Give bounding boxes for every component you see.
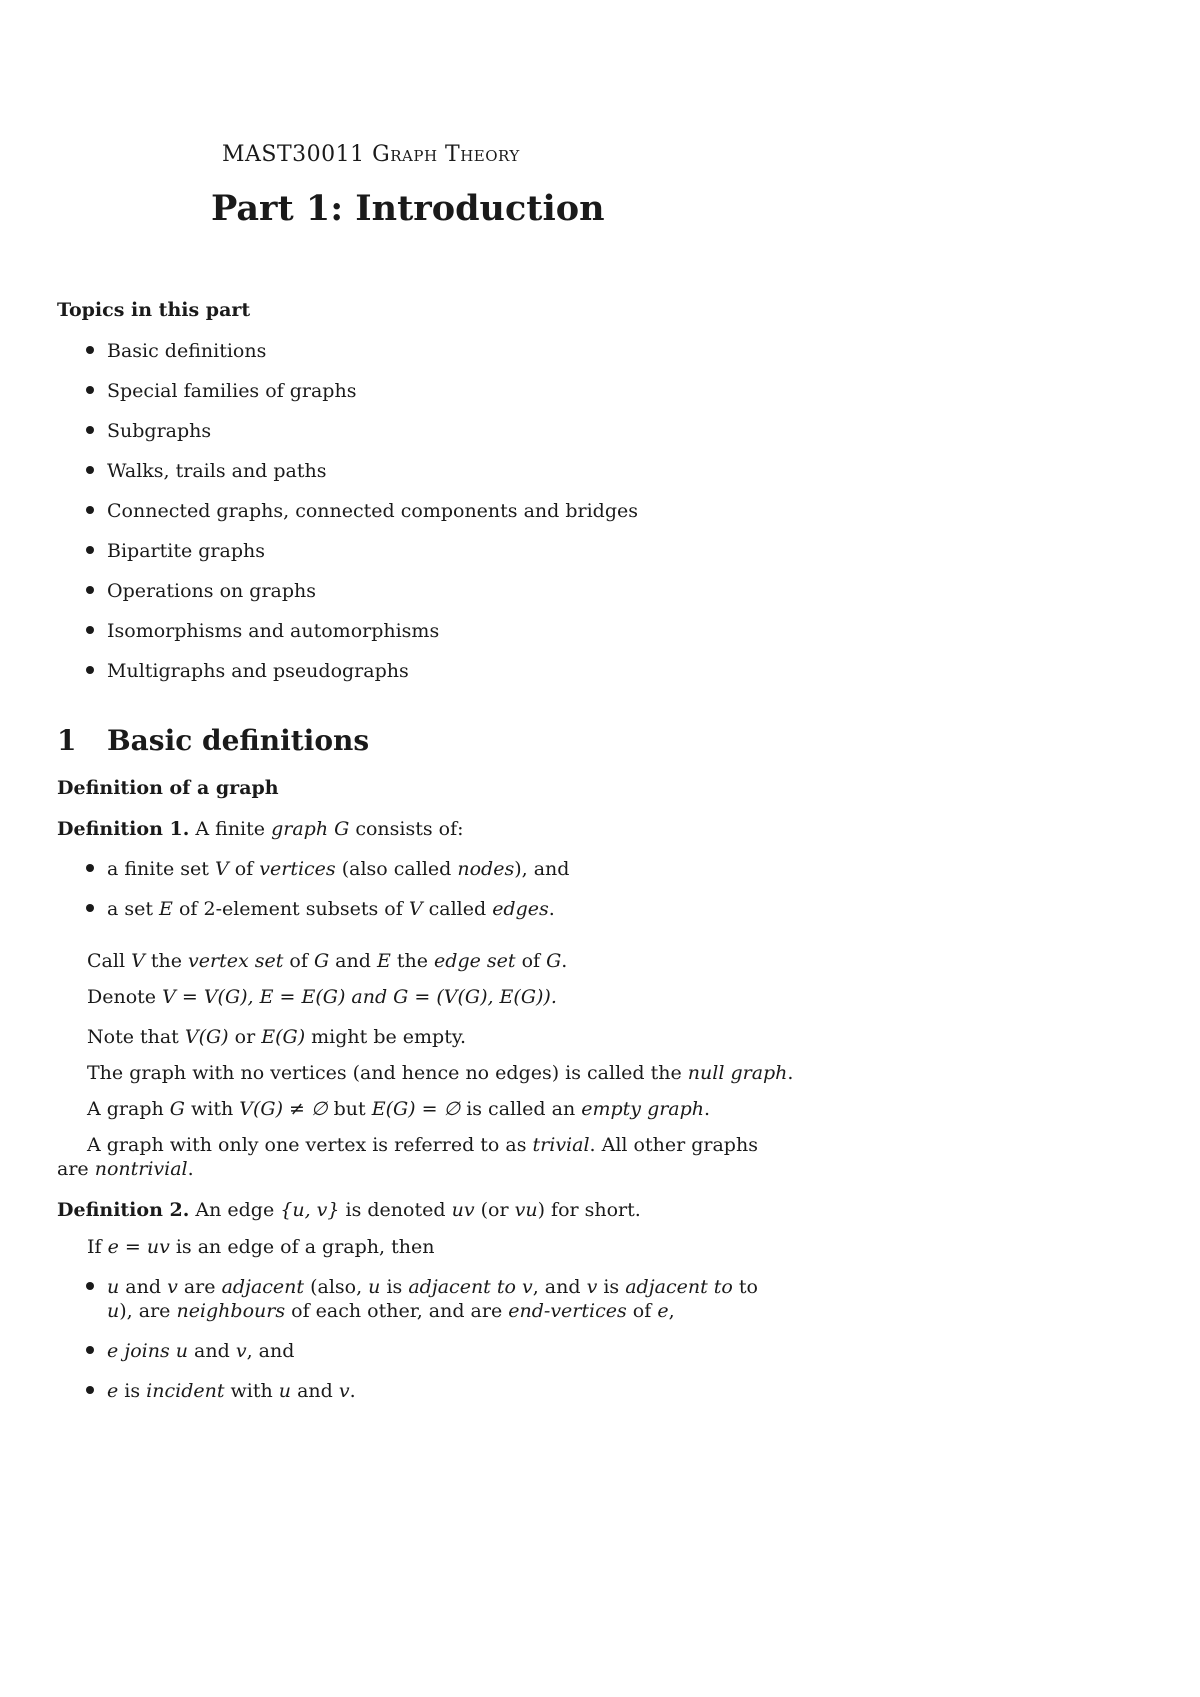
list-item: Operations on graphs <box>86 580 316 602</box>
list-item: e joins u and v, and <box>86 1340 294 1362</box>
bullet-icon <box>86 386 94 394</box>
bullet-icon <box>86 466 94 474</box>
course-name: Graph Theory <box>372 142 520 167</box>
paragraph: Denote V = V(G), E = E(G) and G = (V(G), E(G)). <box>87 986 557 1008</box>
list-item: Subgraphs <box>86 420 211 442</box>
definition-label: Definition 1. <box>57 818 190 840</box>
bullet-icon <box>86 1346 94 1354</box>
topics-heading: Topics in this part <box>57 299 251 321</box>
course-code: MAST30011 <box>222 142 365 167</box>
list-item: Bipartite graphs <box>86 540 265 562</box>
part-title: Part 1: Introduction <box>211 188 605 229</box>
bullet-icon <box>86 626 94 634</box>
list-item: u and v are adjacent (also, u is adjacent to v, and v is adjacent to to <box>86 1276 758 1298</box>
bullet-icon <box>86 1282 94 1290</box>
paragraph-continued: are nontrivial. <box>57 1158 194 1180</box>
bullet-icon <box>86 426 94 434</box>
bullet-icon <box>86 666 94 674</box>
paragraph: Call V the vertex set of G and E the edge set of G. <box>87 950 568 972</box>
section-title: Basic definitions <box>107 724 370 757</box>
definition-1: Definition 1. A finite graph G consists of: <box>57 818 464 840</box>
bullet-icon <box>86 1386 94 1394</box>
list-item: Isomorphisms and automorphisms <box>86 620 439 642</box>
definition-label: Definition 2. <box>57 1199 190 1221</box>
bullet-icon <box>86 506 94 514</box>
list-item: Connected graphs, connected components and bridges <box>86 500 638 522</box>
section-number: 1 <box>57 724 77 757</box>
bullet-icon <box>86 904 94 912</box>
subsection-heading: Definition of a graph <box>57 777 279 799</box>
definition-2: Definition 2. An edge {u, v} is denoted uv (or vu) for short. <box>57 1199 641 1221</box>
paragraph: If e = uv is an edge of a graph, then <box>87 1236 435 1258</box>
list-item: Walks, trails and paths <box>86 460 327 482</box>
paragraph: A graph G with V(G) ≠ ∅ but E(G) = ∅ is called an empty graph. <box>87 1098 711 1120</box>
bullet-icon <box>86 586 94 594</box>
paragraph: Note that V(G) or E(G) might be empty. <box>87 1026 467 1048</box>
list-item: a finite set V of vertices (also called nodes), and <box>86 858 569 880</box>
list-item: Special families of graphs <box>86 380 356 402</box>
course-title <box>222 142 520 167</box>
bullet-icon <box>86 546 94 554</box>
paragraph: The graph with no vertices (and hence no edges) is called the null graph. <box>87 1062 794 1084</box>
list-item: e is incident with u and v. <box>86 1380 356 1402</box>
bullet-icon <box>86 346 94 354</box>
list-item: a set E of 2-element subsets of V called edges. <box>86 898 555 920</box>
paragraph: A graph with only one vertex is referred to as trivial. All other graphs <box>87 1134 758 1156</box>
list-item-continued: u), are neighbours of each other, and are end-vertices of e, <box>107 1300 675 1322</box>
list-item: Multigraphs and pseudographs <box>86 660 409 682</box>
bullet-icon <box>86 864 94 872</box>
list-item: Basic definitions <box>86 340 266 362</box>
